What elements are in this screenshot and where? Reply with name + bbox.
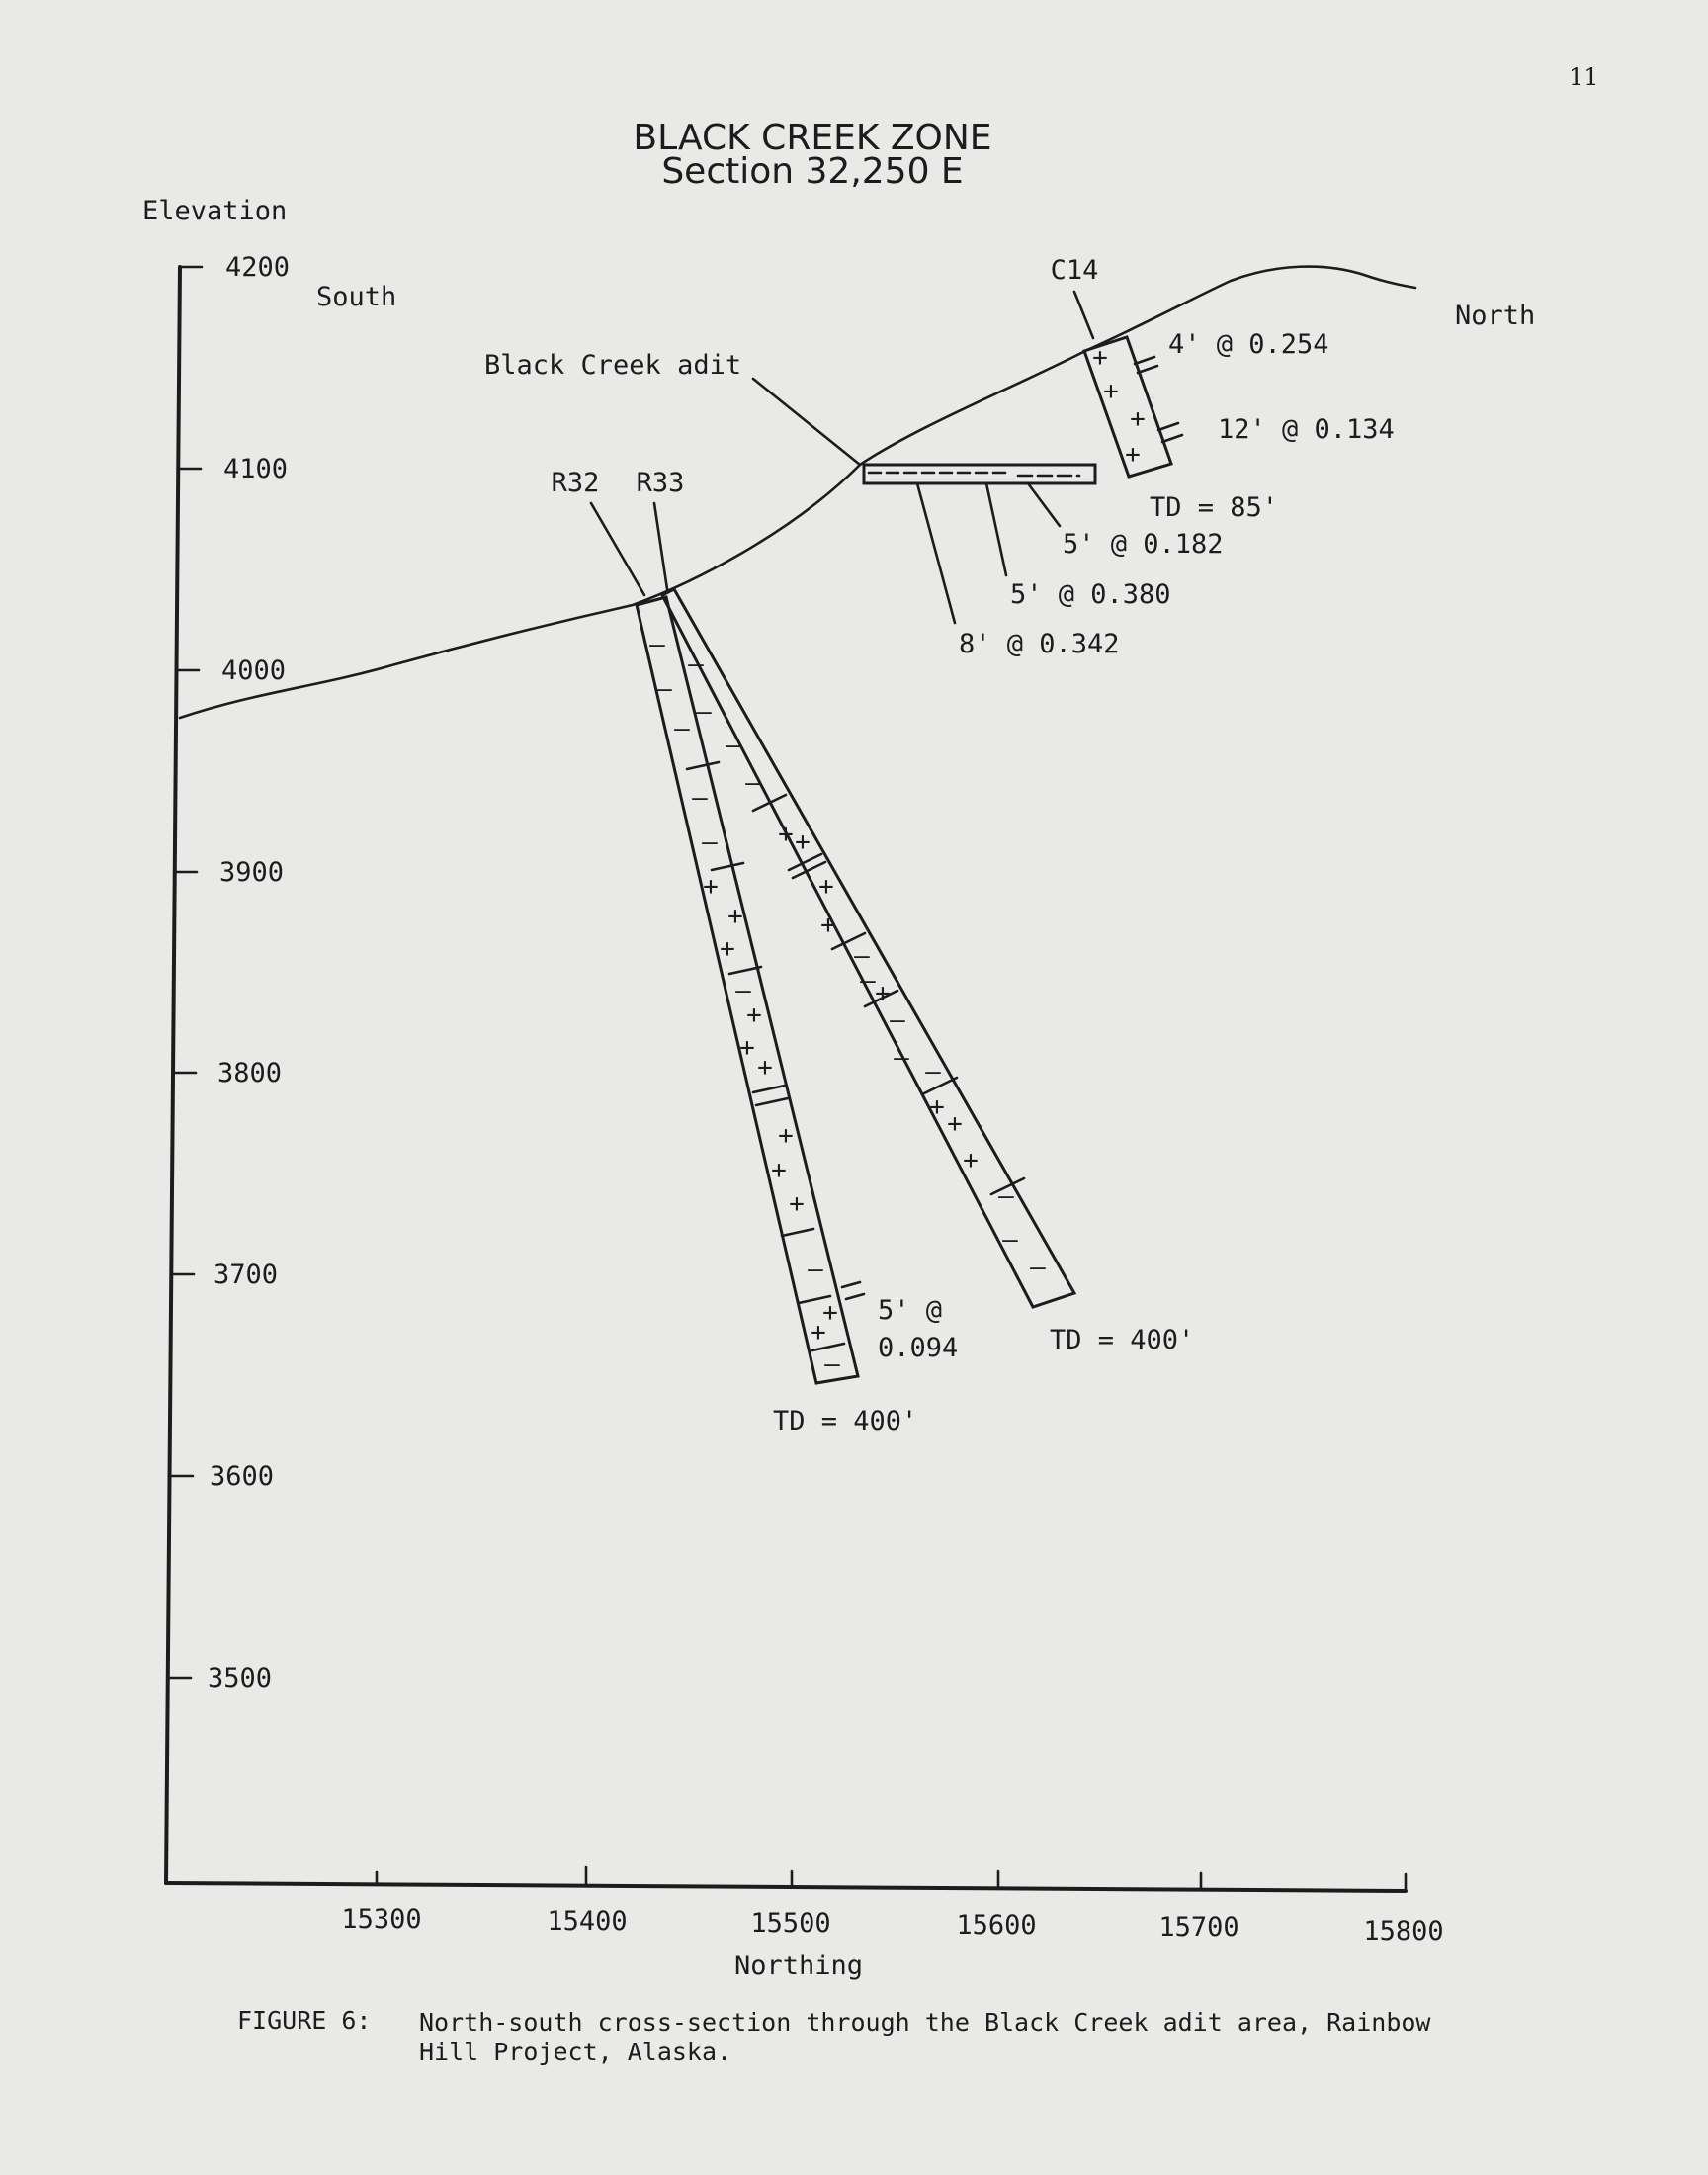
- r32-symbol: –: [735, 976, 751, 1005]
- r32-interval-divider: [753, 1086, 785, 1092]
- r32-interval-divider: [712, 863, 743, 870]
- r33-symbol: +: [778, 820, 794, 849]
- y-tick-label: 4100: [223, 454, 289, 484]
- y-axis-line: [166, 267, 180, 1883]
- adit-intercept-leader: [986, 483, 1006, 575]
- r33-symbol: +: [795, 827, 811, 857]
- r32-symbol: –: [808, 1255, 823, 1284]
- x-tick-label: 15700: [1158, 1912, 1239, 1943]
- r32-intercept-label: 0.094: [878, 1333, 959, 1363]
- c14-symbol: +: [1130, 404, 1146, 434]
- r33-td-label: TD = 400': [1050, 1325, 1195, 1355]
- direction-north-label: North: [1455, 301, 1536, 331]
- y-axis-label: Elevation: [142, 196, 288, 226]
- caption-line-1: North-south cross-section through the Black Creek adit area, Rainbow: [419, 2008, 1431, 2037]
- r33-symbol: –: [890, 1005, 905, 1035]
- r32-symbol: –: [692, 783, 708, 813]
- c14-intercept-tick: [1135, 357, 1154, 364]
- c14-symbol: +: [1103, 377, 1119, 406]
- adit-leader-line: [753, 379, 860, 465]
- r33-symbol: –: [894, 1043, 909, 1073]
- y-tick-label: 3700: [214, 1260, 279, 1290]
- caption-label: FIGURE 6:: [237, 2006, 372, 2035]
- c14-intercept-label: 4' @ 0.254: [1168, 329, 1329, 360]
- c14-intercept-tick: [1138, 366, 1157, 373]
- r33-symbol: –: [745, 768, 761, 798]
- r32-td-label: TD = 400': [773, 1406, 918, 1436]
- adit-intercept-leader: [1028, 483, 1060, 526]
- r32-symbol: +: [822, 1298, 838, 1328]
- c14-name-leader: [1074, 292, 1093, 338]
- r33-symbol: –: [860, 966, 876, 996]
- r33-symbol: –: [854, 941, 870, 971]
- drillhole-c14: [1051, 255, 1395, 523]
- x-tick-label: 15500: [750, 1908, 831, 1939]
- y-tick-label: 4000: [221, 655, 287, 686]
- r32-symbol: +: [789, 1189, 805, 1219]
- y-tick-label: 3900: [219, 857, 285, 888]
- figure-subtitle: Section 32,250 E: [661, 151, 964, 192]
- x-tick-label: 15300: [341, 1904, 422, 1935]
- r32-symbol: +: [778, 1121, 794, 1151]
- r32-intercept-tick: [842, 1282, 860, 1287]
- r32-symbol: –: [674, 714, 690, 743]
- x-axis-line: [166, 1883, 1406, 1891]
- r32-symbol: –: [702, 827, 718, 857]
- r32-symbol: –: [656, 674, 672, 704]
- adit-tunnel: [864, 465, 1095, 483]
- direction-south-label: South: [316, 282, 397, 312]
- x-tick-label: 15800: [1363, 1916, 1444, 1947]
- r32-symbol: +: [739, 1033, 755, 1063]
- adit-intercept-label: 5' @ 0.182: [1063, 529, 1224, 560]
- r33-symbol: –: [688, 650, 704, 679]
- r33-symbol: +: [963, 1146, 979, 1175]
- x-axis-label: Northing: [733, 1951, 864, 1981]
- adit-intercept-leader: [917, 483, 955, 623]
- c14-intercept-tick: [1162, 435, 1182, 442]
- r33-symbol: –: [1002, 1225, 1018, 1255]
- r33-symbol: –: [726, 731, 741, 760]
- r32-symbol: +: [727, 902, 743, 931]
- r32-symbol: +: [720, 934, 735, 964]
- adit: [484, 350, 1095, 483]
- x-tick-label: 15600: [956, 1910, 1037, 1941]
- r33-symbol: –: [925, 1057, 941, 1087]
- c14-symbol: +: [1092, 343, 1108, 373]
- figure-title: BLACK CREEK ZONE: [633, 118, 992, 158]
- r32-symbol: –: [824, 1349, 840, 1379]
- r32-symbol: +: [746, 1000, 762, 1030]
- caption-line-2: Hill Project, Alaska.: [419, 2038, 732, 2066]
- y-tick-label: 3600: [210, 1461, 275, 1492]
- r32-interval-divider: [687, 762, 719, 769]
- r33-symbol: +: [929, 1092, 945, 1122]
- drillhole-r32: [637, 597, 864, 1383]
- r32-interval-divider: [729, 967, 761, 974]
- r32-interval-divider: [756, 1098, 788, 1105]
- c14-symbol: +: [1125, 440, 1141, 470]
- r32-symbol: +: [703, 872, 719, 902]
- r32-symbol: –: [649, 630, 665, 659]
- c14-intercept-label: 12' @ 0.134: [1218, 414, 1395, 445]
- r33-symbol: +: [818, 872, 834, 902]
- r32-intercept-tick: [846, 1294, 864, 1299]
- c14-intercept-tick: [1158, 423, 1178, 430]
- r32-intercept-label: 5' @: [878, 1295, 943, 1326]
- adit-intercept-label: 5' @ 0.380: [1010, 579, 1171, 610]
- c14-td-label: TD = 85': [1150, 492, 1279, 523]
- c14-name-label: C14: [1050, 255, 1099, 286]
- r33-symbol: –: [696, 697, 712, 727]
- page-number: 11: [1569, 63, 1599, 91]
- r33-name-leader: [654, 503, 667, 589]
- r32-symbol: +: [757, 1053, 773, 1083]
- r33-symbol: +: [875, 979, 891, 1008]
- y-tick-label: 3800: [217, 1058, 283, 1088]
- r33-symbol: –: [998, 1181, 1014, 1211]
- r32-interval-divider: [782, 1229, 813, 1236]
- y-tick-label: 3500: [208, 1663, 273, 1694]
- r32-name-label: R32: [551, 468, 600, 498]
- r33-symbol: +: [820, 911, 836, 940]
- r33-symbol: –: [1030, 1253, 1046, 1282]
- r32-symbol: +: [811, 1318, 826, 1348]
- adit-intercept-label: 8' @ 0.342: [959, 629, 1120, 659]
- r32-name-leader: [591, 503, 644, 595]
- r32-symbol: +: [771, 1156, 787, 1185]
- adit-label: Black Creek adit: [484, 350, 742, 381]
- y-tick-label: 4200: [225, 252, 291, 283]
- r33-symbol: +: [947, 1109, 963, 1139]
- r33-name-label: R33: [636, 468, 685, 498]
- x-tick-label: 15400: [547, 1906, 628, 1937]
- axes: [142, 196, 1444, 1981]
